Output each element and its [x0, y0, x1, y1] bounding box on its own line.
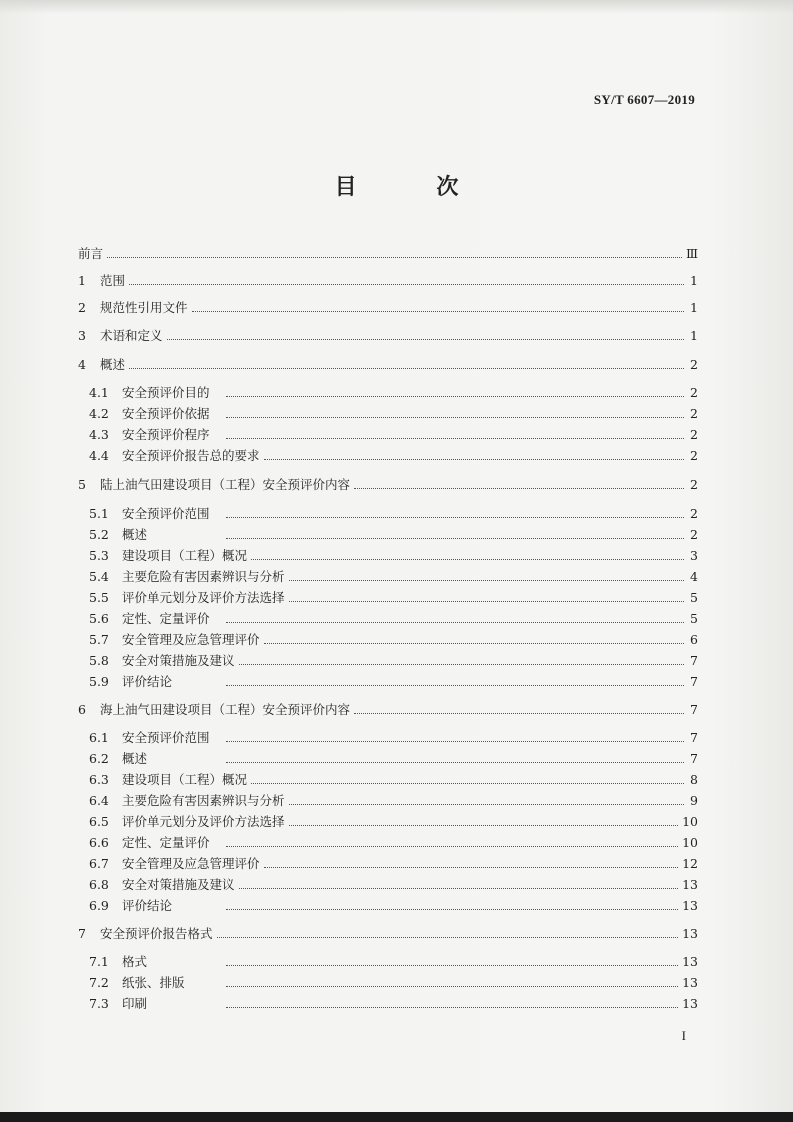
standard-code: SY/T 6607—2019: [593, 92, 695, 107]
dot-leader: [354, 700, 684, 714]
toc-entry[interactable]: [78, 271, 698, 291]
toc-subentry[interactable]: [78, 525, 698, 545]
toc-entry-label: 安全预评价程序: [122, 427, 210, 442]
toc-entry-label: 概述: [122, 751, 148, 766]
toc-entry-label: 建设项目（工程）概况: [122, 772, 248, 787]
toc-entry-number: 6.5: [89, 814, 109, 829]
toc-entry-label: 评价结论: [122, 898, 173, 913]
toc-entry-page: 12: [682, 856, 698, 871]
toc-subentry[interactable]: [78, 812, 698, 832]
toc-entry-number: 5.3: [89, 548, 109, 563]
toc-subentry[interactable]: [78, 973, 698, 993]
toc-entry-page: 2: [690, 406, 698, 421]
dot-leader: [226, 404, 684, 418]
toc-entry[interactable]: [78, 244, 698, 264]
toc-entry-number: 5.2: [89, 527, 109, 542]
toc-entry-page: 1: [690, 273, 698, 288]
toc-entry-page: 7: [690, 751, 698, 766]
toc-entry-number: 4.3: [89, 427, 109, 442]
toc-entry-page: 10: [682, 814, 698, 829]
dot-leader: [129, 355, 684, 369]
toc-entry-label: 规范性引用文件: [100, 300, 188, 315]
toc-entry-number: 6.7: [89, 856, 109, 871]
toc-entry-page: 8: [690, 772, 698, 787]
toc-entry-number: 6.6: [89, 835, 109, 850]
toc-entry-number: 5.6: [89, 611, 109, 626]
toc-subentry[interactable]: [78, 728, 698, 748]
toc-subentry[interactable]: [78, 504, 698, 524]
toc-subentry[interactable]: [78, 791, 698, 811]
toc-entry[interactable]: [78, 700, 698, 720]
toc-entry-label: 安全预评价依据: [122, 406, 210, 421]
toc-entry-label: 安全管理及应急管理评价: [122, 856, 260, 871]
toc-entry-number: 7: [78, 926, 86, 941]
toc-entry-number: 1: [78, 273, 86, 288]
toc-entry-label: 安全预评价范围: [122, 506, 210, 521]
toc-entry-label: 术语和定义: [100, 328, 163, 343]
toc-subentry[interactable]: [78, 672, 698, 692]
toc-entry-label: 评价结论: [122, 674, 173, 689]
toc-entry[interactable]: [78, 475, 698, 495]
toc-entry-number: 6.9: [89, 898, 109, 913]
toc-entry-label: 前言: [78, 246, 104, 261]
toc-subentry[interactable]: [78, 588, 698, 608]
page-number: I: [681, 1028, 686, 1043]
toc-entry-page: 13: [682, 996, 698, 1011]
toc-entry-label: 定性、定量评价: [122, 835, 210, 850]
toc-entry-page: 2: [690, 357, 698, 372]
toc-entry-label: 建设项目（工程）概况: [122, 548, 248, 563]
toc-subentry[interactable]: [78, 749, 698, 769]
toc-entry[interactable]: [78, 924, 698, 944]
dot-leader: [289, 812, 679, 826]
dot-leader: [264, 446, 684, 460]
toc-entry-number: 5.4: [89, 569, 109, 584]
toc-entry-page: 2: [690, 385, 698, 400]
scan-top-edge: [0, 0, 793, 14]
dot-leader: [226, 728, 684, 742]
dot-leader: [167, 326, 684, 340]
toc-subentry[interactable]: [78, 546, 698, 566]
toc-entry-page: 2: [690, 448, 698, 463]
dot-leader: [226, 504, 684, 518]
toc-entry-label: 范围: [100, 273, 126, 288]
toc-entry-page: 2: [690, 506, 698, 521]
toc-entry-number: 7.1: [89, 954, 109, 969]
toc-entry-page: 6: [690, 632, 698, 647]
toc-entry-page: 1: [690, 300, 698, 315]
toc-entry-label: 格式: [122, 954, 148, 969]
toc-entry-page: 13: [682, 975, 698, 990]
toc-entry-page: 13: [682, 898, 698, 913]
toc-subentry[interactable]: [78, 446, 698, 466]
toc-entry-number: 7.2: [89, 975, 109, 990]
toc-entry-label: 安全预评价报告总的要求: [122, 448, 260, 463]
dot-leader: [226, 425, 684, 439]
toc-subentry[interactable]: [78, 875, 698, 895]
dot-leader: [217, 924, 679, 938]
toc-entry-number: 4.2: [89, 406, 109, 421]
dot-leader: [289, 791, 684, 805]
dot-leader: [226, 672, 684, 686]
dot-leader: [251, 770, 684, 784]
toc-entry-page: Ⅲ: [685, 246, 698, 261]
toc-entry-label: 安全预评价目的: [122, 385, 210, 400]
toc-entry-page: 9: [690, 793, 698, 808]
toc-entry-number: 5.9: [89, 674, 109, 689]
dot-leader: [129, 271, 684, 285]
dot-leader: [226, 896, 678, 910]
toc-subentry[interactable]: [78, 567, 698, 587]
toc-entry[interactable]: [78, 326, 698, 346]
toc-entry-number: 6.3: [89, 772, 109, 787]
toc-entry-label: 概述: [122, 527, 148, 542]
toc-entry-number: 6: [78, 702, 86, 717]
toc-entry-page: 13: [682, 877, 698, 892]
toc-subentry[interactable]: [78, 383, 698, 403]
toc-entry-number: 7.3: [89, 996, 109, 1011]
toc-entry-label: 定性、定量评价: [122, 611, 210, 626]
toc-subentry[interactable]: [78, 770, 698, 790]
scan-bottom-edge: [0, 1112, 793, 1122]
dot-leader: [289, 588, 684, 602]
toc-entry-page: 2: [690, 527, 698, 542]
toc-entry-number: 5.5: [89, 590, 109, 605]
toc-entry-page: 5: [690, 611, 698, 626]
toc-entry-label: 评价单元划分及评价方法选择: [122, 590, 285, 605]
toc-entry-number: 3: [78, 328, 86, 343]
dot-leader: [251, 546, 684, 560]
dot-leader: [264, 630, 684, 644]
toc-entry-label: 安全预评价报告格式: [100, 926, 213, 941]
dot-leader: [226, 973, 678, 987]
toc-subentry[interactable]: [78, 854, 698, 874]
dot-leader: [354, 475, 684, 489]
toc-entry-number: 5: [78, 477, 86, 492]
toc-entry-label: 评价单元划分及评价方法选择: [122, 814, 285, 829]
toc-subentry[interactable]: [78, 609, 698, 629]
dot-leader: [192, 298, 684, 312]
toc-entry-page: 7: [690, 702, 698, 717]
toc-entry-label: 安全管理及应急管理评价: [122, 632, 260, 647]
toc-entry-page: 1: [690, 328, 698, 343]
toc-subentry[interactable]: [78, 994, 698, 1014]
toc-entry-number: 4.4: [89, 448, 109, 463]
toc-entry-page: 5: [690, 590, 698, 605]
toc-entry[interactable]: [78, 355, 698, 375]
toc-subentry[interactable]: [78, 896, 698, 916]
dot-leader: [107, 244, 682, 258]
toc-entry-page: 2: [690, 427, 698, 442]
toc-subentry[interactable]: [78, 404, 698, 424]
toc-entry-number: 6.8: [89, 877, 109, 892]
toc-entry-label: 概述: [100, 357, 126, 372]
toc-entry-page: 4: [690, 569, 698, 584]
toc-subentry[interactable]: [78, 651, 698, 671]
toc-entry-page: 2: [690, 477, 698, 492]
toc-subentry[interactable]: [78, 952, 698, 972]
toc-entry-number: 5.8: [89, 653, 109, 668]
dot-leader: [226, 383, 684, 397]
dot-leader: [226, 833, 678, 847]
toc-entry-number: 6.4: [89, 793, 109, 808]
toc-entry-label: 主要危险有害因素辨识与分析: [122, 569, 285, 584]
toc-entry-label: 印刷: [122, 996, 148, 1011]
toc-entry-label: 安全预评价范围: [122, 730, 210, 745]
toc-entry-page: 13: [682, 954, 698, 969]
page-title: 目 次: [334, 174, 495, 200]
toc-entry-number: 6.1: [89, 730, 109, 745]
dot-leader: [289, 567, 684, 581]
toc-entry-page: 7: [690, 653, 698, 668]
toc-subentry[interactable]: [78, 425, 698, 445]
toc-entry-page: 10: [682, 835, 698, 850]
dot-leader: [226, 952, 678, 966]
toc-subentry[interactable]: [78, 630, 698, 650]
dot-leader: [239, 651, 684, 665]
toc-entry-page: 7: [690, 730, 698, 745]
dot-leader: [226, 609, 684, 623]
dot-leader: [226, 525, 684, 539]
toc-entry-label: 陆上油气田建设项目（工程）安全预评价内容: [100, 477, 351, 492]
toc-entry-label: 主要危险有害因素辨识与分析: [122, 793, 285, 808]
dot-leader: [226, 749, 684, 763]
dot-leader: [264, 854, 679, 868]
toc-entry-label: 安全对策措施及建议: [122, 653, 235, 668]
toc-entry-number: 2: [78, 300, 86, 315]
toc-entry-label: 纸张、排版: [122, 975, 185, 990]
toc-entry-number: 5.1: [89, 506, 109, 521]
toc-entry-page: 7: [690, 674, 698, 689]
toc-entry-number: 5.7: [89, 632, 109, 647]
toc-entry-number: 4.1: [89, 385, 109, 400]
toc-entry-number: 4: [78, 357, 86, 372]
toc-entry-label: 安全对策措施及建议: [122, 877, 235, 892]
toc-entry[interactable]: [78, 298, 698, 318]
toc-entry-page: 3: [690, 548, 698, 563]
dot-leader: [226, 994, 678, 1008]
toc-entry-number: 6.2: [89, 751, 109, 766]
toc-entry-label: 海上油气田建设项目（工程）安全预评价内容: [100, 702, 351, 717]
dot-leader: [239, 875, 679, 889]
toc-subentry[interactable]: [78, 833, 698, 853]
toc-entry-page: 13: [682, 926, 698, 941]
